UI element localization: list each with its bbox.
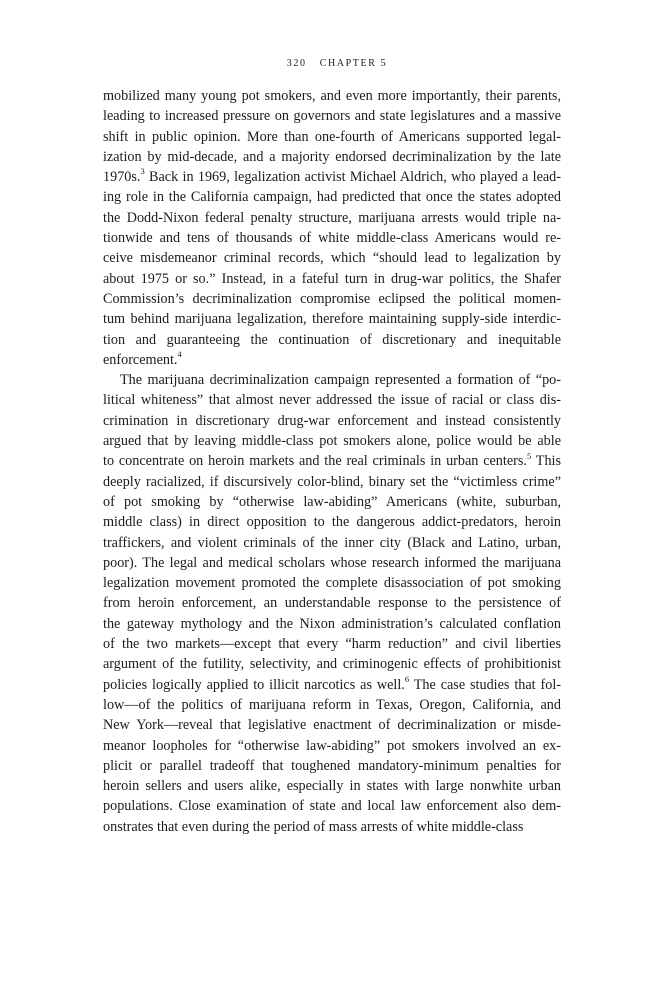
body-text bbox=[103, 86, 561, 837]
line-text: middle class) in direct opposition to the dangerous addict-predators, heroin bbox=[103, 514, 561, 531]
text-line bbox=[103, 533, 561, 553]
text-line bbox=[103, 593, 561, 613]
text-line bbox=[103, 756, 561, 776]
line-text: from heroin enforcement, an understandable response to the persistence of bbox=[103, 595, 561, 612]
footnote-marker[interactable]: 4 bbox=[177, 349, 182, 360]
line-text: New York—reveal that legislative enactment of decriminalization or misde- bbox=[103, 717, 561, 734]
text-line bbox=[103, 208, 561, 228]
line-text: argument of the futility, selectivity, and criminogenic effects of prohibitionist bbox=[103, 656, 561, 673]
text-line bbox=[103, 776, 561, 796]
text-line bbox=[103, 695, 561, 715]
book-page bbox=[103, 58, 561, 837]
line-text: heroin sellers and users alike, especially in states with large nonwhite urban bbox=[103, 778, 561, 795]
line-text: Commission’s decriminalization compromise eclipsed the political momen- bbox=[103, 290, 561, 307]
text-line bbox=[103, 411, 561, 431]
line-text: of pot smoking by “otherwise law-abiding” Americans (white, suburban, bbox=[103, 493, 561, 510]
line-text: leading to increased pressure on governors and state legislatures and a massive bbox=[103, 108, 561, 125]
text-line bbox=[103, 796, 561, 816]
line-text: ing role in the California campaign, had predicted that once the states adopted bbox=[103, 189, 561, 206]
text-line bbox=[103, 390, 561, 410]
footnote-marker[interactable]: 5 bbox=[526, 450, 532, 461]
line-text: tum behind marijuana legalization, therefore maintaining supply-side interdic- bbox=[103, 311, 561, 328]
text-line bbox=[103, 86, 561, 106]
text-line bbox=[103, 472, 561, 492]
line-text: about 1975 or so.” Instead, in a fateful turn in drug-war politics, the Shafer bbox=[103, 270, 561, 287]
line-text: tionwide and tens of thousands of white middle-class Americans would re- bbox=[103, 230, 561, 247]
text-line bbox=[103, 269, 561, 289]
line-text: 1970s. bbox=[103, 169, 141, 186]
text-line bbox=[103, 573, 561, 593]
text-line bbox=[103, 512, 561, 532]
text-line bbox=[103, 634, 561, 654]
line-text: deeply racialized, if discursively color-blind, binary set the “victimless crime” bbox=[103, 473, 561, 490]
chapter-title: CHAPTER 5 bbox=[319, 58, 388, 69]
page-number: 320 bbox=[286, 58, 307, 69]
paragraph bbox=[103, 370, 561, 837]
line-text: to concentrate on heroin markets and the real criminals in urban centers. bbox=[103, 453, 527, 470]
running-head bbox=[113, 58, 561, 69]
line-text: The case studies that fol- bbox=[409, 676, 561, 693]
line-text: ization by mid-decade, and a majority endorsed decriminalization by the late bbox=[103, 148, 561, 165]
text-line bbox=[103, 654, 561, 674]
line-text: plicit or parallel tradeoff that toughened mandatory-minimum penalties for bbox=[103, 757, 561, 774]
text-line bbox=[103, 370, 561, 390]
text-line bbox=[103, 147, 561, 167]
line-text: the gateway mythology and the Nixon administration’s calculated conflation bbox=[103, 615, 561, 632]
paragraph bbox=[103, 86, 561, 370]
line-text: Back in 1969, legalization activist Michael Aldrich, who played a lead- bbox=[144, 169, 561, 186]
text-line bbox=[103, 127, 561, 147]
text-line bbox=[103, 553, 561, 573]
text-line bbox=[103, 492, 561, 512]
line-text: tion and guaranteeing the continuation of discretionary and inequitable bbox=[103, 331, 561, 348]
text-line bbox=[103, 187, 561, 207]
footnote-marker[interactable]: 6 bbox=[404, 673, 410, 684]
text-line bbox=[103, 614, 561, 634]
line-text: onstrates that even during the period of mass arrests of white middle-class bbox=[103, 818, 524, 835]
text-line bbox=[103, 736, 561, 756]
line-text: shift in public opinion. More than one-fourth of Americans supported legal- bbox=[103, 128, 561, 145]
line-text: traffickers, and violent criminals of the inner city (Black and Latino, urban, bbox=[103, 534, 561, 551]
footnote-marker[interactable]: 3 bbox=[140, 166, 145, 177]
line-text: This bbox=[531, 453, 561, 470]
line-text: mobilized many young pot smokers, and even more importantly, their parents, bbox=[103, 88, 561, 104]
text-line bbox=[103, 675, 561, 695]
line-text: litical whiteness” that almost never addressed the issue of racial or class dis- bbox=[103, 392, 561, 409]
text-line bbox=[103, 431, 561, 451]
line-text: the Dodd-Nixon federal penalty structure, marijuana arrests would triple na- bbox=[103, 209, 561, 226]
line-text: meanor loopholes for “otherwise law-abiding” pot smokers involved an ex- bbox=[103, 737, 561, 754]
text-line bbox=[103, 817, 561, 837]
line-text: enforcement. bbox=[103, 351, 178, 368]
line-text: crimination in discretionary drug-war enforcement and instead consistently bbox=[103, 412, 561, 429]
text-line bbox=[103, 289, 561, 309]
line-text: populations. Close examination of state and local law enforcement also dem- bbox=[103, 798, 561, 815]
line-text: poor). The legal and medical scholars whose research informed the marijuana bbox=[103, 554, 561, 571]
line-text: policies logically applied to illicit narcotics as well. bbox=[103, 676, 405, 693]
line-text: of the two markets—except that every “harm reduction” and civil liberties bbox=[103, 636, 561, 653]
text-line bbox=[103, 350, 561, 370]
text-line bbox=[103, 715, 561, 735]
line-text: argued that by leaving middle-class pot smokers alone, police would be able bbox=[103, 433, 561, 450]
text-line bbox=[103, 228, 561, 248]
text-line bbox=[103, 330, 561, 350]
text-line bbox=[103, 106, 561, 126]
line-text: low—of the politics of marijuana reform in Texas, Oregon, California, and bbox=[103, 696, 561, 713]
line-text: The marijuana decriminalization campaign represented a formation of “po- bbox=[120, 372, 561, 389]
text-line bbox=[103, 451, 561, 471]
text-line bbox=[103, 309, 561, 329]
line-text: legalization movement promoted the complete disassociation of pot smoking bbox=[103, 575, 561, 592]
text-line bbox=[103, 248, 561, 268]
line-text: ceive misdemeanor criminal records, which “should lead to legalization by bbox=[103, 250, 561, 267]
text-line bbox=[103, 167, 561, 187]
